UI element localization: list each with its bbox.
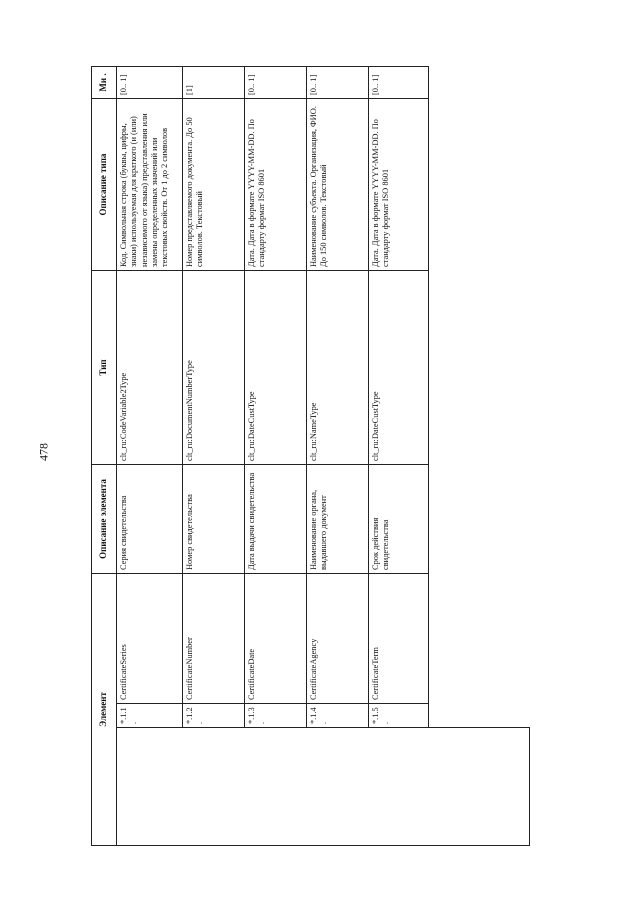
row-min: [0.. 1] xyxy=(307,67,369,99)
header-min: Ми . xyxy=(92,67,117,99)
row-element-description: Наименование органа, выдавшего документ xyxy=(307,465,369,574)
row-element-description: Серия свидетельства xyxy=(117,465,183,574)
row-number: *.1.2. xyxy=(183,704,245,728)
empty-area-cell xyxy=(429,67,530,728)
row-type-description: Дата. Дата в формате YYYY-MM-DD. По стандарту формат ISO 8601 xyxy=(245,99,307,271)
table-container xyxy=(91,67,544,846)
row-type-description: Код. Символьная строка (буквы, цифры, знаки) используемая для краткого (и (или) независимого от языка) представления или замены определенных значений или текстовых свойств. От 1 до 2 символов xyxy=(117,99,183,271)
row-element-description: Срок действия свидетельства xyxy=(369,465,429,574)
row-type: clt_ru:DateCustType xyxy=(369,271,429,465)
row-element: CertificateSeries xyxy=(117,574,183,704)
header-element: Элемент xyxy=(92,574,117,846)
row-element: CertificateDate xyxy=(245,574,307,704)
row-type-description: Дата. Дата в формате YYYY-MM-DD. По стандарту формат ISO 8601 xyxy=(369,99,429,271)
row-number: *.1.5. xyxy=(369,704,429,728)
row-type: clt_ru:DocumentNumberType xyxy=(183,271,245,465)
row-min: [0.. 1] xyxy=(245,67,307,99)
row-element: CertificateAgency xyxy=(307,574,369,704)
table-header-row xyxy=(92,67,117,846)
tree-indent-cell xyxy=(117,728,530,846)
row-min: [1] xyxy=(183,67,245,99)
row-type: clt_ru:DateCustType xyxy=(245,271,307,465)
row-min: [0.. 1] xyxy=(369,67,429,99)
table-row xyxy=(117,67,183,846)
header-type-description: Описание типа xyxy=(92,99,117,271)
header-type: Тип xyxy=(92,271,117,465)
row-element: CertificateTerm xyxy=(369,574,429,704)
row-type-description: Наименование субъекта. Организация, ФИО. До 150 символов. Текстовый xyxy=(307,99,369,271)
page-number: 478 xyxy=(36,443,51,461)
row-type: clt_ru:NameType xyxy=(307,271,369,465)
row-element-description: Дата выдачи свидетельства xyxy=(245,465,307,574)
row-type-description: Номер представляемого документа. До 50 символов. Текстовый xyxy=(183,99,245,271)
header-element-description: Описание элемента xyxy=(92,465,117,574)
row-min: [0.. 1] xyxy=(117,67,183,99)
elements-table xyxy=(91,66,530,846)
row-number: *.1.1. xyxy=(117,704,183,728)
rotated-table xyxy=(91,67,544,846)
row-element-description: Номер свидетельства xyxy=(183,465,245,574)
row-number: *.1.4. xyxy=(307,704,369,728)
row-element: CertificateNumber xyxy=(183,574,245,704)
row-number: *.1.3. xyxy=(245,704,307,728)
row-type: clt_ru:CodeVariable2Type xyxy=(117,271,183,465)
